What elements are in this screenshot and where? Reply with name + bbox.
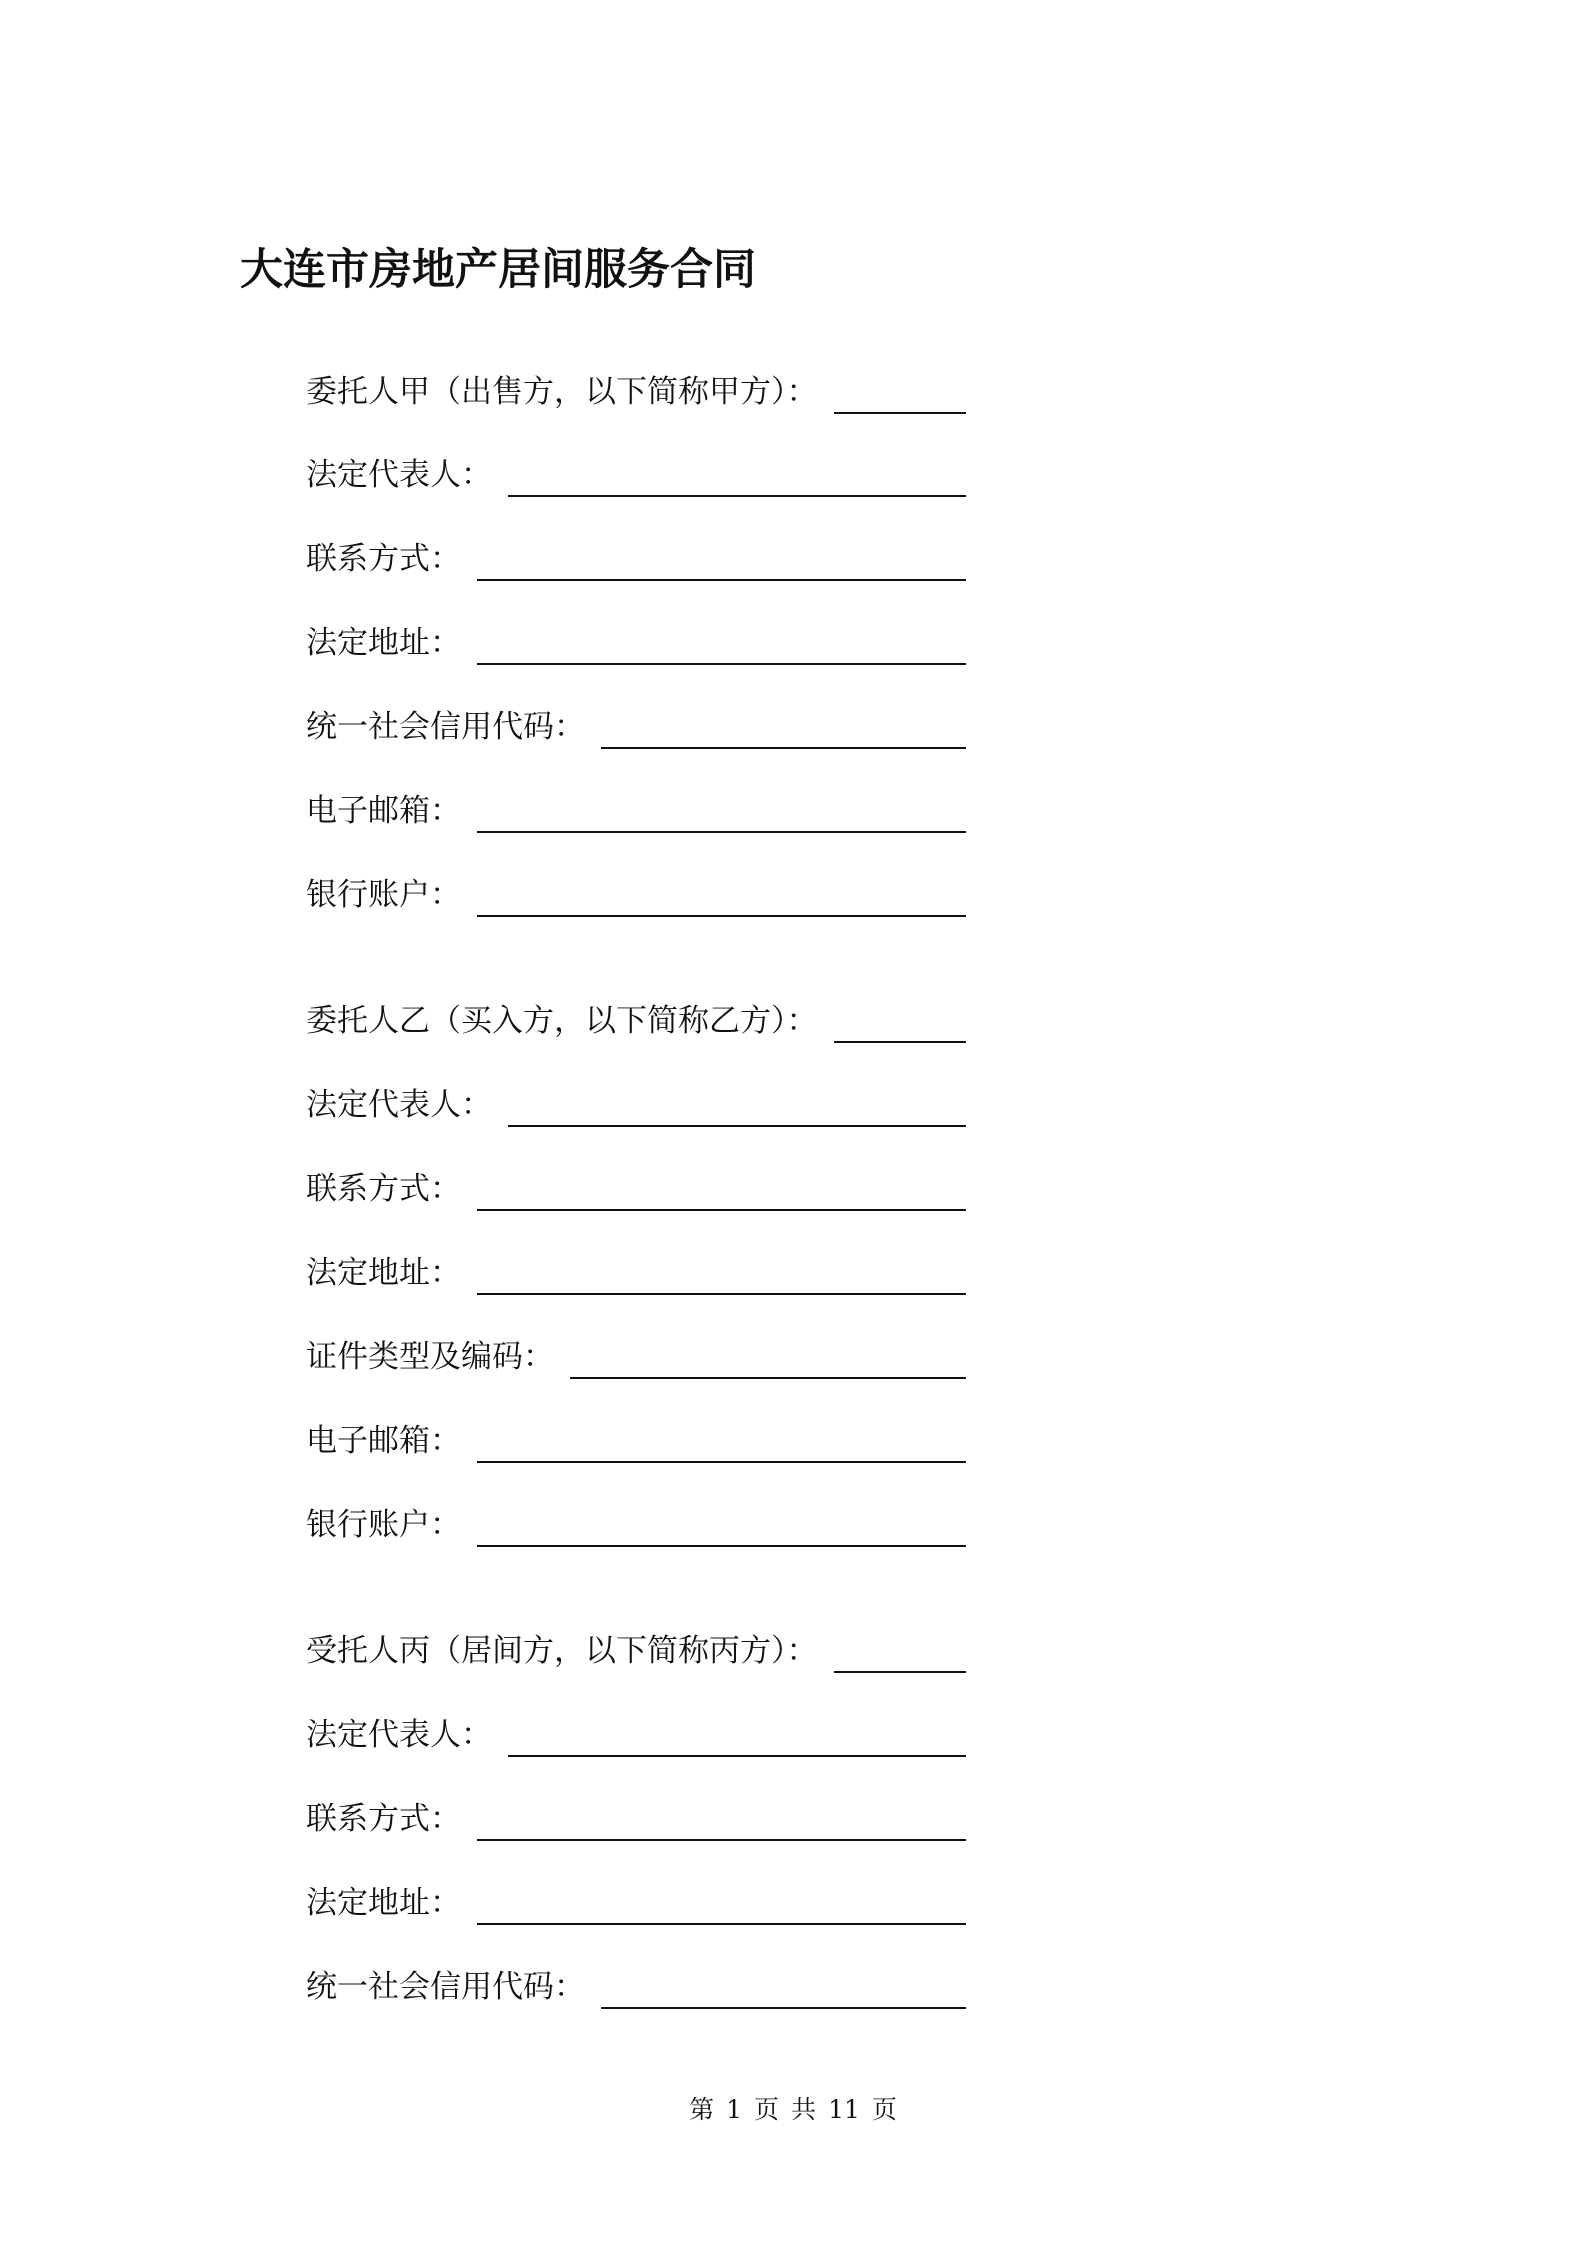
blank-line[interactable] [508, 1755, 966, 1757]
party-c-address-field [306, 1873, 966, 1929]
party-a-email-field [306, 781, 966, 837]
blank-line[interactable] [477, 1461, 966, 1463]
field-label: 法定地址： [306, 1885, 461, 1921]
blank-line[interactable] [834, 1671, 967, 1673]
party-c-contact-field [306, 1789, 966, 1845]
document-title: 大连市房地产居间服务合同 [240, 245, 756, 295]
field-label: 法定代表人： [306, 1087, 492, 1123]
page-total-unit: 页 [871, 2095, 897, 2124]
field-label: 证件类型及编码： [306, 1339, 554, 1375]
field-label: 银行账户： [306, 877, 461, 913]
party-a-bank-field [306, 865, 966, 921]
page-number-prefix: 第 [689, 2095, 715, 2124]
page-total-prefix: 共 [791, 2095, 817, 2124]
blank-line[interactable] [477, 1209, 966, 1211]
blank-line[interactable] [601, 747, 966, 749]
field-label: 联系方式： [306, 541, 461, 577]
party-c-header-field [306, 1621, 966, 1677]
party-b-id-field [306, 1327, 966, 1383]
party-c-legal-rep-field [306, 1705, 966, 1761]
field-label: 委托人乙（买入方，以下简称乙方）： [306, 1003, 818, 1039]
blank-line[interactable] [477, 1545, 966, 1547]
blank-line[interactable] [477, 579, 966, 581]
field-label: 法定地址： [306, 625, 461, 661]
field-label: 电子邮箱： [306, 793, 461, 829]
field-label: 银行账户： [306, 1507, 461, 1543]
party-a-address-field [306, 613, 966, 669]
blank-line[interactable] [477, 663, 966, 665]
blank-line[interactable] [477, 1293, 966, 1295]
party-b-bank-field [306, 1495, 966, 1551]
party-b-address-field [306, 1243, 966, 1299]
field-label: 法定地址： [306, 1255, 461, 1291]
party-b-email-field [306, 1411, 966, 1467]
party-b-contact-field [306, 1159, 966, 1215]
field-label: 法定代表人： [306, 1717, 492, 1753]
field-label: 受托人丙（居间方，以下简称丙方）： [306, 1633, 818, 1669]
blank-line[interactable] [508, 1125, 966, 1127]
party-c-credit-code-field [306, 1957, 966, 2013]
field-label: 委托人甲（出售方，以下简称甲方）： [306, 374, 818, 410]
field-label: 统一社会信用代码： [306, 1969, 585, 2005]
party-a-credit-code-field [306, 697, 966, 753]
blank-line[interactable] [477, 831, 966, 833]
page-total: 11 [828, 2095, 860, 2124]
page-number-unit: 页 [754, 2095, 780, 2124]
blank-line[interactable] [834, 412, 967, 414]
field-label: 电子邮箱： [306, 1423, 461, 1459]
party-a-header-field [306, 362, 966, 418]
field-label: 联系方式： [306, 1171, 461, 1207]
blank-line[interactable] [834, 1041, 967, 1043]
field-label: 联系方式： [306, 1801, 461, 1837]
page-number: 1 [726, 2095, 743, 2124]
party-b-legal-rep-field [306, 1075, 966, 1131]
blank-line[interactable] [508, 495, 966, 497]
party-a-contact-field [306, 529, 966, 585]
party-b-header-field [306, 991, 966, 1047]
blank-line[interactable] [601, 2007, 966, 2009]
blank-line[interactable] [477, 1923, 966, 1925]
party-a-legal-rep-field [306, 445, 966, 501]
blank-line[interactable] [570, 1377, 966, 1379]
field-label: 统一社会信用代码： [306, 709, 585, 745]
page-footer [0, 2090, 1586, 2126]
field-label: 法定代表人： [306, 457, 492, 493]
blank-line[interactable] [477, 915, 966, 917]
blank-line[interactable] [477, 1839, 966, 1841]
